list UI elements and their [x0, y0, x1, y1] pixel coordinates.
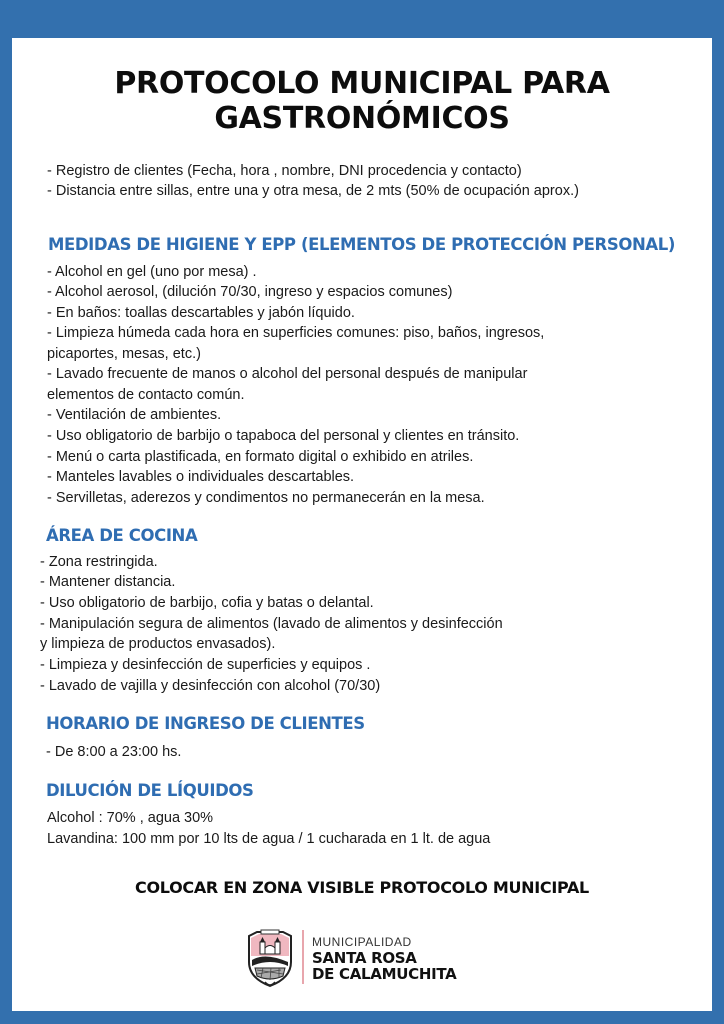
section-heading-cocina: ÁREA DE COCINA: [46, 526, 198, 545]
page-title: [0, 66, 724, 136]
intro-line: - Distancia entre sillas, entre una y otra mesa, de 2 mts (50% de ocupación aprox.): [47, 183, 579, 199]
list-item: - Menú o carta plastificada, en formato digital o exhibido en atriles.: [47, 449, 474, 465]
title-line-2: GASTRONÓMICOS: [214, 101, 510, 136]
list-item: - Mantener distancia.: [40, 574, 176, 590]
logo-divider: [302, 930, 304, 984]
list-item: - Servilletas, aderezos y condimentos no permanecerán en la mesa.: [47, 490, 485, 506]
list-item: picaportes, mesas, etc.): [47, 346, 201, 362]
list-item: - Limpieza y desinfección de superficies y equipos .: [40, 657, 371, 673]
list-item: - Uso obligatorio de barbijo, cofia y batas o delantal.: [40, 595, 374, 611]
list-item: y limpieza de productos envasados).: [40, 636, 276, 652]
footer-callout: COLOCAR EN ZONA VISIBLE PROTOCOLO MUNICIPAL: [135, 878, 589, 897]
list-item: - Zona restringida.: [40, 554, 158, 570]
list-item: Lavandina: 100 mm por 10 lts de agua / 1 cucharada en 1 lt. de agua: [47, 831, 491, 847]
list-item: - Limpieza húmeda cada hora en superficies comunes: piso, baños, ingresos,: [47, 325, 545, 341]
list-item: - Alcohol en gel (uno por mesa) .: [47, 264, 257, 280]
title-line-1: PROTOCOLO MUNICIPAL PARA: [114, 66, 610, 101]
list-item: elementos de contacto común.: [47, 387, 245, 403]
list-item: Alcohol : 70% , agua 30%: [47, 810, 214, 826]
list-item: - Alcohol aerosol, (dilución 70/30, ingreso y espacios comunes): [47, 284, 453, 300]
list-item: - Manteles lavables o individuales descartables.: [47, 469, 355, 485]
list-item: - Uso obligatorio de barbijo o tapaboca del personal y clientes en tránsito.: [47, 428, 520, 444]
list-item: - Manipulación segura de alimentos (lavado de alimentos y desinfección: [40, 616, 503, 632]
municipal-crest-icon: [245, 926, 295, 988]
intro-line: - Registro de clientes (Fecha, hora , nombre, DNI procedencia y contacto): [47, 163, 522, 179]
list-item: - Ventilación de ambientes.: [47, 407, 222, 423]
section-heading-higiene: MEDIDAS DE HIGIENE Y EPP (ELEMENTOS DE PROTECCIÓN PERSONAL): [48, 235, 675, 254]
logo-text-santa-rosa: SANTA ROSA: [312, 949, 417, 967]
logo-text-calamuchita: DE CALAMUCHITA: [312, 965, 457, 983]
logo-text-municipalidad: MUNICIPALIDAD: [312, 935, 412, 949]
list-item: - Lavado de vajilla y desinfección con alcohol (70/30): [40, 678, 381, 694]
list-item: - En baños: toallas descartables y jabón líquido.: [47, 305, 355, 321]
section-heading-dilucion: DILUCIÓN DE LÍQUIDOS: [46, 781, 254, 800]
section-heading-horario: HORARIO DE INGRESO DE CLIENTES: [46, 714, 365, 733]
list-item: - De 8:00 a 23:00 hs.: [46, 744, 182, 760]
list-item: - Lavado frecuente de manos o alcohol del personal después de manipular: [47, 366, 528, 382]
